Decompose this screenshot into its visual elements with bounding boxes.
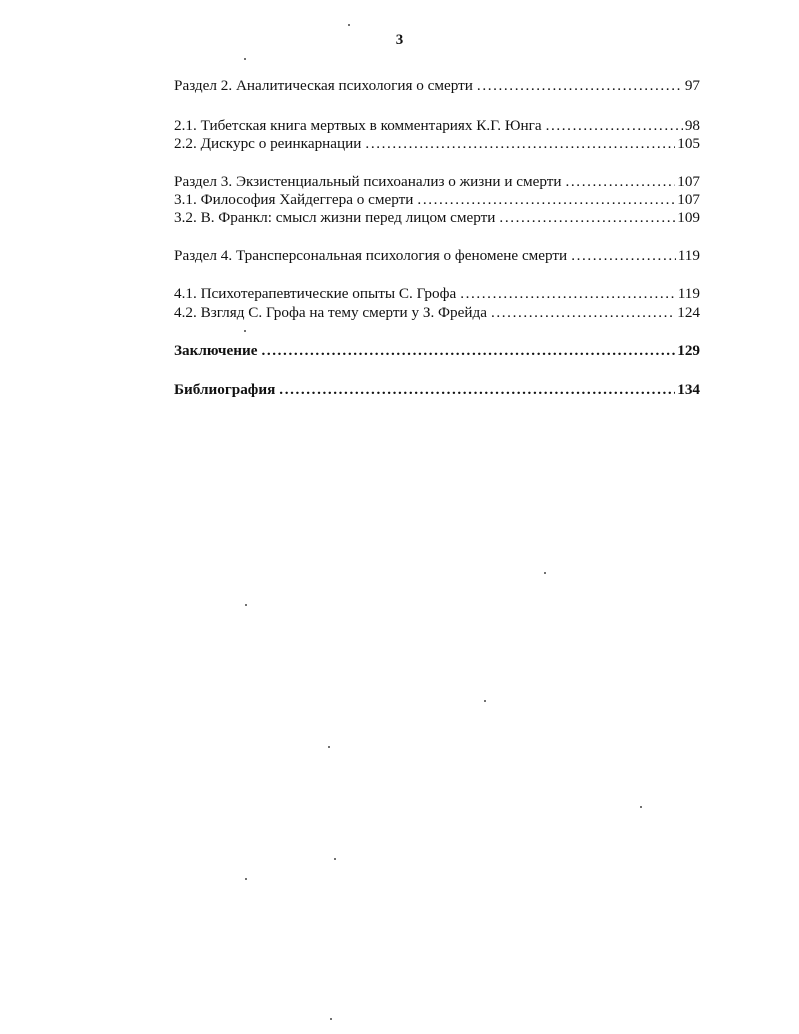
toc-entry-page: 119: [677, 285, 700, 302]
toc-entry-page: 107: [677, 191, 700, 208]
toc-entry-title: Раздел 2. Аналитическая психология о смерти: [174, 77, 473, 94]
toc-entry-title: Раздел 4. Трансперсональная психология о феномене смерти: [174, 247, 568, 264]
toc-entry-page: 105: [677, 135, 700, 152]
toc-entry-bibliography: [174, 380, 700, 400]
toc-entry-title: 3.1. Философия Хайдеггера о смерти: [174, 191, 414, 208]
scan-speck: [544, 572, 546, 574]
toc-entry-title: 3.2. В. Франкл: смысл жизни перед лицом смерти: [174, 209, 496, 226]
toc-entry-4-2: [174, 303, 700, 323]
toc-entry-page: 134: [677, 381, 700, 398]
toc-entry-page: 107: [677, 173, 700, 190]
toc-entry-title: 2.2. Дискурс о реинкарнации: [174, 135, 362, 152]
dot-leader: [491, 303, 675, 323]
scan-speck: [334, 858, 336, 860]
scan-speck: [244, 58, 246, 60]
dot-leader: [365, 134, 675, 154]
toc-entry-title: 2.1. Тибетская книга мертвых в комментариях К.Г. Юнга: [174, 117, 542, 134]
toc-entry-page: 124: [677, 304, 700, 321]
toc-entry-title: Раздел 3. Экзистенциальный психоанализ о жизни и смерти: [174, 173, 562, 190]
toc-entry-2-1: [174, 116, 700, 136]
toc-entry-conclusion: [174, 341, 700, 361]
dot-leader: [499, 208, 675, 228]
toc-entry-title: Заключение: [174, 342, 258, 359]
dot-leader: [477, 76, 683, 96]
scan-speck: [640, 806, 642, 808]
scan-speck: [328, 746, 330, 748]
toc-entry-section-2: [174, 76, 700, 96]
dot-leader: [417, 190, 675, 210]
dot-leader: [279, 380, 675, 400]
toc-entry-4-1: [174, 284, 700, 304]
scan-speck: [245, 604, 247, 606]
toc-entry-section-3: [174, 172, 700, 192]
dot-leader: [546, 116, 683, 136]
toc-entry-page: 98: [684, 117, 700, 134]
scan-speck: [245, 878, 247, 880]
dot-leader: [261, 341, 675, 361]
toc-entry-section-4: [174, 246, 700, 266]
dot-leader: [460, 284, 676, 304]
scan-speck: [244, 330, 246, 332]
toc-entry-title: Библиография: [174, 381, 276, 398]
scan-speck: [484, 700, 486, 702]
toc-entry-page: 129: [677, 342, 700, 359]
toc-entry-title: 4.2. Взгляд С. Грофа на тему смерти у З. Фрейда: [174, 304, 487, 321]
toc-entry-page: 109: [677, 209, 700, 226]
scan-speck: [348, 24, 350, 26]
toc-entry-2-2: [174, 134, 700, 154]
toc-entry-title: 4.1. Психотерапевтические опыты С. Грофа: [174, 285, 457, 302]
dot-leader: [566, 172, 676, 192]
page-number: 3: [395, 32, 404, 48]
scan-speck: [330, 1018, 332, 1020]
toc-entry-page: 97: [684, 77, 700, 94]
toc-entry-3-1: [174, 190, 700, 210]
toc-entry-3-2: [174, 208, 700, 228]
dot-leader: [571, 246, 676, 266]
toc-entry-page: 119: [677, 247, 700, 264]
